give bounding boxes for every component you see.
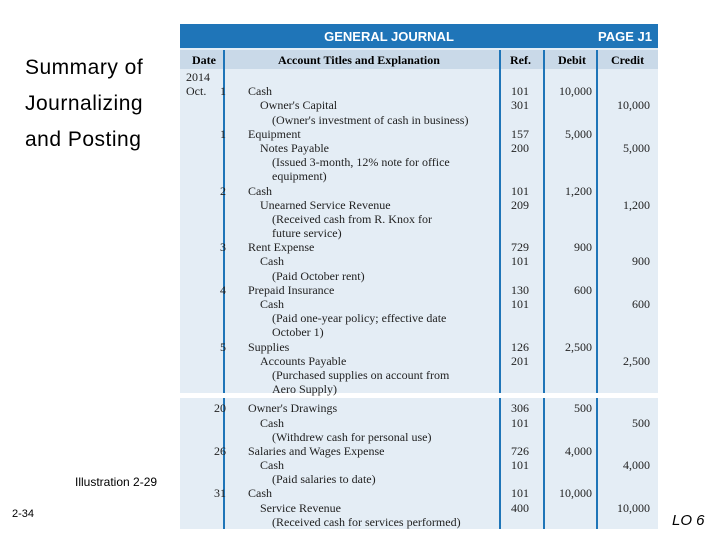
ref-number: 301 (511, 98, 529, 113)
account-title: Rent Expense (248, 240, 315, 255)
ref-number: 726 (511, 443, 529, 458)
account-title: Cash (260, 254, 284, 269)
journal-header (180, 24, 658, 48)
debit-amount: 500 (574, 401, 592, 416)
entry-day: 1 (220, 126, 226, 141)
account-title: Salaries and Wages Expense (248, 443, 385, 458)
journal-row (180, 444, 658, 458)
credit-amount: 5,000 (623, 140, 650, 155)
account-title: Prepaid Insurance (248, 282, 335, 297)
ref-number: 101 (511, 297, 529, 311)
credit-amount: 10,000 (617, 98, 650, 113)
journal-row (180, 368, 658, 382)
account-title: Supplies (248, 339, 290, 354)
journal-row (180, 515, 658, 529)
slide-title-line: and Posting (25, 128, 142, 151)
journal-row (180, 113, 658, 127)
journal-row (180, 98, 658, 112)
credit-amount: 10,000 (617, 500, 650, 515)
journal-year-row (180, 70, 658, 84)
account-title: Owner's Drawings (248, 401, 338, 416)
column-debit: Debit (558, 53, 586, 67)
entry-day: 3 (220, 240, 226, 255)
journal-body (180, 70, 658, 529)
journal-row (180, 311, 658, 325)
ref-number: 126 (511, 339, 529, 354)
learning-objective-label: LO 6 (672, 512, 705, 529)
ref-number: 209 (511, 197, 529, 212)
column-account: Account Titles and Explanation (278, 53, 440, 67)
account-title: (Paid October rent) (272, 268, 365, 283)
journal-row (180, 84, 658, 98)
journal-row (180, 430, 658, 444)
account-title: October 1) (272, 325, 324, 340)
credit-amount: 2,500 (623, 353, 650, 368)
ref-number: 101 (511, 458, 529, 473)
account-title: Cash (248, 183, 272, 198)
account-title: (Received cash from R. Knox for (272, 211, 432, 226)
account-title: (Paid one-year policy; effective date (272, 311, 447, 326)
ref-number: 101 (511, 183, 529, 198)
account-title: (Issued 3-month, 12% note for office (272, 155, 450, 170)
account-title: Cash (260, 297, 284, 311)
debit-amount: 5,000 (565, 126, 592, 141)
journal-row (180, 297, 658, 311)
ref-number: 201 (511, 353, 529, 368)
journal-row (180, 416, 658, 430)
ref-number: 306 (511, 401, 529, 416)
illustration-label: Illustration 2-29 (75, 475, 158, 489)
journal-row (180, 401, 658, 415)
account-title: (Owner's investment of cash in business) (272, 112, 469, 127)
credit-amount: 600 (632, 297, 650, 311)
entry-month: Oct. (186, 84, 207, 99)
credit-amount: 900 (632, 254, 650, 269)
journal-row (180, 198, 658, 212)
account-title: Accounts Payable (260, 353, 347, 368)
journal-row (180, 141, 658, 155)
journal-row (180, 472, 658, 486)
debit-amount: 1,200 (565, 183, 592, 198)
account-title: (Paid salaries to date) (272, 472, 376, 487)
journal-row (180, 269, 658, 283)
debit-amount: 4,000 (565, 443, 592, 458)
journal-row (180, 254, 658, 268)
debit-amount: 10,000 (559, 486, 592, 501)
account-title: equipment) (272, 169, 327, 184)
account-title: Cash (260, 458, 284, 473)
entry-day: 2 (220, 183, 226, 198)
journal-column-headers (180, 50, 658, 69)
entry-day: 20 (214, 401, 226, 416)
general-journal (180, 24, 658, 529)
journal-row (180, 340, 658, 354)
ref-number: 200 (511, 140, 529, 155)
account-title: Equipment (248, 126, 301, 141)
ref-number: 130 (511, 282, 529, 297)
journal-row (180, 501, 658, 515)
journal-row (180, 354, 658, 368)
ref-number: 101 (511, 415, 529, 430)
entry-day: 5 (220, 339, 226, 354)
journal-row (180, 155, 658, 169)
account-title: Cash (248, 486, 272, 501)
slide-title (25, 50, 175, 158)
ref-number: 157 (511, 126, 529, 141)
journal-row (180, 486, 658, 500)
slide-title-line: Journalizing (25, 92, 144, 115)
credit-amount: 500 (632, 415, 650, 430)
page-number: 2-34 (12, 508, 35, 520)
account-title: (Withdrew cash for personal use) (272, 429, 432, 444)
account-title: Cash (248, 84, 272, 99)
debit-amount: 2,500 (565, 339, 592, 354)
entry-day: 1 (220, 84, 226, 99)
ref-number: 101 (511, 254, 529, 269)
account-title: Owner's Capital (260, 98, 338, 113)
credit-amount: 1,200 (623, 197, 650, 212)
journal-row (180, 283, 658, 297)
debit-amount: 900 (574, 240, 592, 255)
debit-amount: 10,000 (559, 84, 592, 99)
journal-title: GENERAL JOURNAL (324, 29, 454, 44)
ref-number: 101 (511, 486, 529, 501)
ref-number: 729 (511, 240, 529, 255)
account-title: Notes Payable (260, 140, 329, 155)
ref-number: 101 (511, 84, 529, 99)
account-title: Service Revenue (260, 500, 341, 515)
entry-day: 31 (214, 486, 226, 501)
debit-amount: 600 (574, 282, 592, 297)
column-ref: Ref. (510, 53, 531, 67)
journal-row (180, 127, 658, 141)
account-title: Cash (260, 415, 284, 430)
journal-row (180, 325, 658, 339)
journal-row (180, 184, 658, 198)
journal-row (180, 382, 658, 396)
journal-page: PAGE J1 (598, 29, 652, 44)
entry-day: 4 (220, 282, 226, 297)
slide-title-line: Summary of (25, 56, 144, 79)
credit-amount: 4,000 (623, 458, 650, 473)
account-title: future service) (272, 226, 342, 241)
entry-day: 26 (214, 443, 226, 458)
journal-row (180, 169, 658, 183)
journal-row (180, 212, 658, 226)
account-title: (Purchased supplies on account from (272, 367, 450, 382)
journal-row (180, 240, 658, 254)
account-title: Aero Supply) (272, 382, 337, 397)
column-date: Date (192, 53, 216, 67)
account-title: (Received cash for services performed) (272, 514, 461, 529)
journal-row (180, 226, 658, 240)
account-title: Unearned Service Revenue (260, 197, 391, 212)
ref-number: 400 (511, 500, 529, 515)
column-credit: Credit (611, 53, 645, 67)
journal-year: 2014 (186, 70, 210, 84)
journal-row (180, 458, 658, 472)
